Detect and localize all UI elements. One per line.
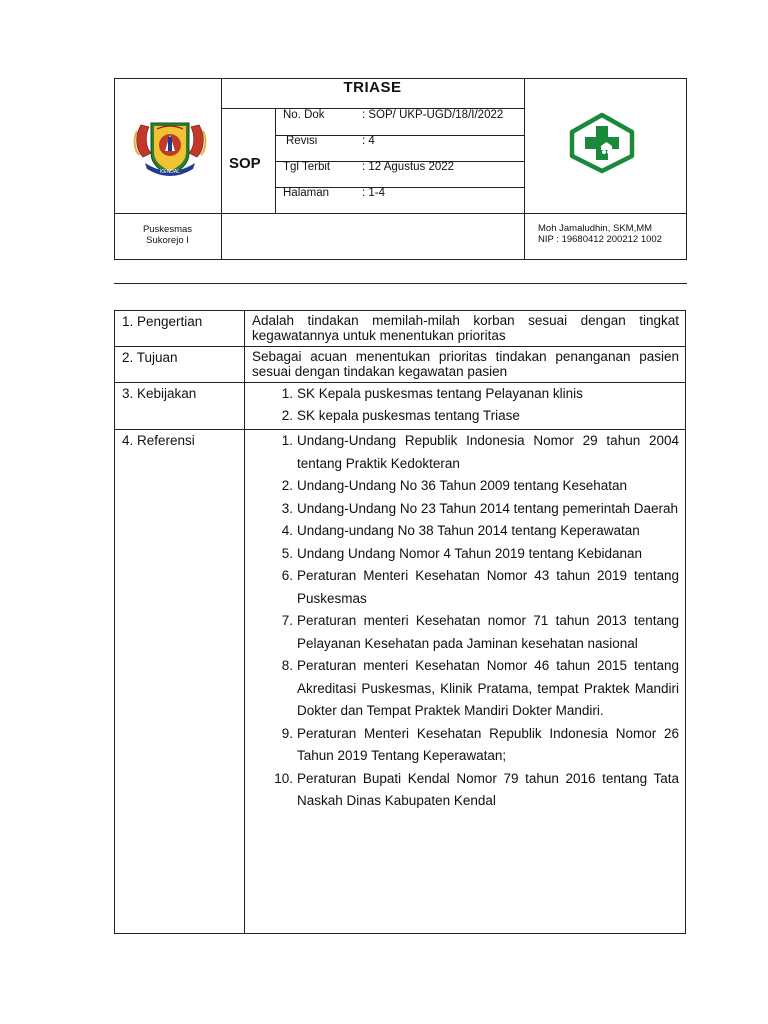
- doc-field-value: : 1-4: [362, 187, 386, 199]
- list-item-text: Peraturan Menteri Kesehatan Republik Indonesia Nomor 26 Tahun 2019 Tentang Keperawatan;: [297, 725, 679, 763]
- list-item-text: Peraturan menteri Kesehatan nomor 71 tahun 2013 tentang Pelayanan Kesehatan pada Jaminan kesehatan nasional: [297, 613, 679, 651]
- policy-list: [252, 383, 679, 427]
- section-text: Sebagai acuan menentukan prioritas tindakan penanganan pasien sesuai dengan tindakan kegawatan pasien: [245, 347, 686, 383]
- section-label: 4. Referensi: [115, 430, 245, 934]
- organization-name: [114, 224, 221, 246]
- list-number: 2.: [281, 478, 293, 493]
- list-item: [252, 498, 679, 521]
- document-title: TRIASE: [343, 79, 402, 96]
- list-number: 5.: [281, 545, 293, 561]
- list-number: 3.: [281, 500, 293, 516]
- list-item-text: Peraturan menteri Kesehatan Nomor 46 tahun 2015 tentang Akreditasi Puskesmas, Klinik Pratama, tempat Praktek Mandiri Dokter dan Tempat Praktek Mandiri Dokter Mandiri.: [297, 658, 679, 718]
- section-list-cell: [245, 383, 686, 430]
- list-item: [252, 383, 679, 405]
- list-item-text: Undang-Undang No 36 Tahun 2009 tentang Kesehatan: [297, 478, 628, 493]
- header-divider: [221, 78, 222, 260]
- reference-list: [252, 430, 679, 813]
- doc-field-label: No. Dok: [283, 109, 325, 121]
- organization-line: Sukorejo I: [146, 235, 189, 246]
- list-item: [252, 723, 679, 768]
- signer-block: [538, 223, 683, 245]
- doc-field-value: : 4: [362, 135, 375, 147]
- list-item-text: Undang-Undang Republik Indonesia Nomor 29 tahun 2004 tentang Praktik Kedokteran: [297, 433, 679, 471]
- signer-name: Moh Jamaludhin, SKM,MM: [538, 223, 653, 234]
- list-number: 1.: [281, 386, 293, 401]
- table-row: [115, 383, 686, 430]
- header-divider: [524, 78, 525, 260]
- list-item-text: SK Kepala puskesmas tentang Pelayanan klinis: [297, 386, 583, 401]
- table-row: [115, 347, 686, 383]
- list-number: 8.: [281, 658, 293, 673]
- doc-field-value: : 12 Agustus 2022: [362, 161, 455, 173]
- list-item-text: Undang-undang No 38 Tahun 2014 tentang Keperawatan: [297, 523, 640, 538]
- logo-text: KENDAL: [159, 169, 181, 175]
- doc-field-label: Tgl Terbit: [283, 161, 331, 173]
- doc-field-label: Halaman: [283, 187, 330, 199]
- doc-field-label: Revisi: [286, 135, 318, 147]
- puskesmas-logo: [568, 112, 636, 174]
- list-item-text: Undang-Undang No 23 Tahun 2014 tentang pemerintah Daerah: [297, 500, 679, 516]
- section-label: 3. Kebijakan: [115, 383, 245, 430]
- list-number: 2.: [281, 408, 293, 423]
- list-number: 1.: [281, 433, 293, 448]
- header-divider: [114, 213, 687, 214]
- section-text: Adalah tindakan memilah-milah korban sesuai dengan tingkat kegawatannya untuk menentukan prioritas: [245, 311, 686, 347]
- kendal-regency-logo: [131, 113, 209, 183]
- list-item: [252, 405, 679, 427]
- signer-nip: NIP : 19680412 200212 1002: [538, 234, 662, 245]
- section-label: 1. Pengertian: [115, 311, 245, 347]
- list-item: [252, 475, 679, 498]
- list-number: 9.: [281, 725, 293, 741]
- list-item: [252, 768, 679, 813]
- list-number: 10.: [274, 770, 293, 786]
- list-item-text: Peraturan Menteri Kesehatan Nomor 43 tahun 2019 tentang Puskesmas: [297, 568, 679, 606]
- list-item: [252, 430, 679, 475]
- sop-label: SOP: [229, 155, 261, 172]
- list-item: [252, 520, 679, 543]
- list-number: 7.: [281, 613, 293, 628]
- list-number: 6.: [281, 568, 293, 583]
- list-item-text: Peraturan Bupati Kendal Nomor 79 tahun 2016 tentang Tata Naskah Dinas Kabupaten Kendal: [297, 770, 679, 808]
- section-list-cell: [245, 430, 686, 934]
- list-number: 4.: [281, 523, 293, 538]
- list-item: [252, 655, 679, 723]
- table-row: [115, 311, 686, 347]
- doc-field-value: : SOP/ UKP-UGD/18/I/2022: [362, 109, 504, 121]
- list-item: [252, 610, 679, 655]
- sop-content-table: [114, 310, 686, 934]
- list-item: [252, 543, 679, 566]
- list-item-text: SK kepala puskesmas tentang Triase: [297, 408, 520, 423]
- section-divider: [114, 283, 687, 284]
- list-item: [252, 565, 679, 610]
- list-item-text: Undang Undang Nomor 4 Tahun 2019 tentang Kebidanan: [297, 545, 643, 561]
- table-row: [115, 430, 686, 934]
- section-label: 2. Tujuan: [115, 347, 245, 383]
- organization-line: Puskesmas: [142, 224, 193, 235]
